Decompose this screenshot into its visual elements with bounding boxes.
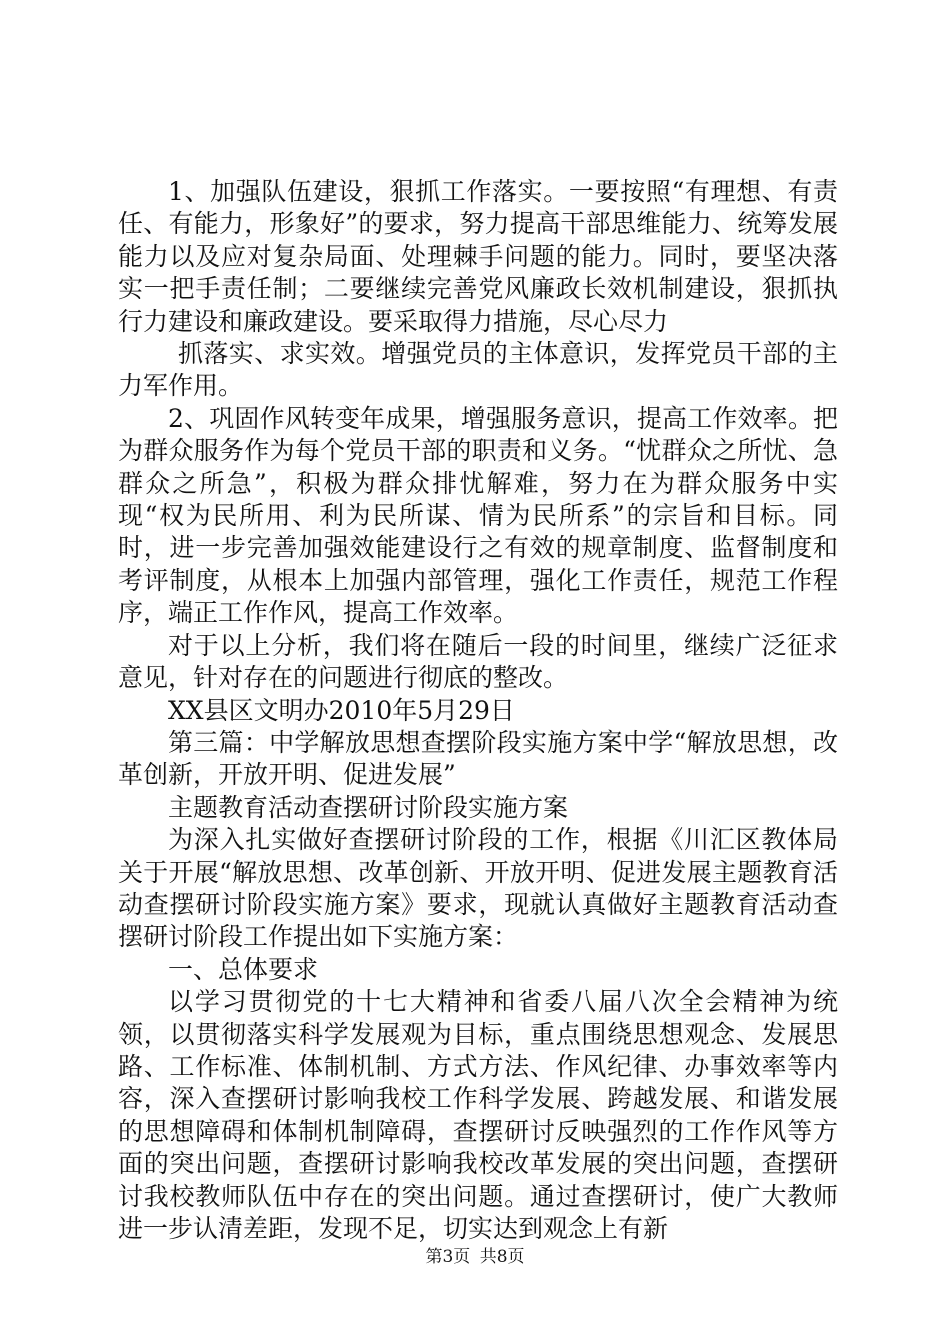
paragraph-1: 1、加强队伍建设，狠抓工作落实。一要按照“有理想、有责任、有能力，形象好”的要求，努力提高干部思维能力、统筹发展能力以及应对复杂局面、处理棘手问题的能力。同时，要坚决落实一把手责任制；二要继续完善党风廉政长效机制建设，狠抓执行力建设和廉政建设。要采取得力措施，尽心尽力 — [118, 177, 838, 336]
paragraph-2: 抓落实、求实效。增强党员的主体意识，发挥党员干部的主力军作用。 — [118, 339, 838, 401]
paragraph-4: 对于以上分析，我们将在随后一段的时间里，继续广泛征求意见，针对存在的问题进行彻底的整改。 — [118, 630, 838, 693]
paragraph-requirements: 以学习贯彻党的十七大精神和省委八届八次全会精神为统领，以贯彻落实科学发展观为目标，重点围绕思想观念、发展思路、工作标准、体制机制、方式方法、作风纪律、办事效率等内容，深入查摆研讨影响我校工作科学发展、跨越发展、和谐发展的思想障碍和体制机制障碍，查摆研讨反映强烈的工作作风等方面的突出问题，查摆研讨影响我校改革发展的突出问题，查摆研讨我校教师队伍中存在的突出问题。通过查摆研讨，使广大教师进一步认清差距，发现不足，切实达到观念上有新 — [118, 987, 838, 1243]
paragraph-intro: 为深入扎实做好查摆研讨阶段的工作，根据《川汇区教体局关于开展“解放思想、改革创新、开放开明、促进发展主题教育活动查摆研讨阶段实施方案》要求，现就认真做好主题教育活动查摆研讨阶段工作提出如下实施方案： — [118, 825, 838, 952]
page-number: 第3页 — [425, 1247, 471, 1267]
paragraph-heading: 一、总体要求 — [168, 954, 319, 984]
document-body — [118, 176, 838, 1245]
page-total: 共8页 — [479, 1247, 525, 1267]
paragraph-subtitle: 主题教育活动查摆研讨阶段实施方案 — [168, 792, 569, 822]
page-footer — [0, 1242, 950, 1267]
paragraph-3: 2、巩固作风转变年成果，增强服务意识，提高工作效率。把为群众服务作为每个党员干部的职责和义务。“忧群众之所忧、急群众之所急”，积极为群众排忧解难，努力在为群众服务中实现“权为民所用、利为民所谋、情为民所系”的宗旨和目标。同时，进一步完善加强效能建设行之有效的规章制度、监督制度和考评制度，从根本上加强内部管理，强化工作责任，规范工作程序，端正工作作风，提高工作效率。 — [118, 403, 838, 628]
paragraph-section-title: 第三篇：中学解放思想查摆阶段实施方案中学“解放思想，改革创新，开放开明、促进发展” — [118, 727, 838, 790]
paragraph-signature: XX县区文明办2010年5月29日 — [168, 695, 515, 725]
